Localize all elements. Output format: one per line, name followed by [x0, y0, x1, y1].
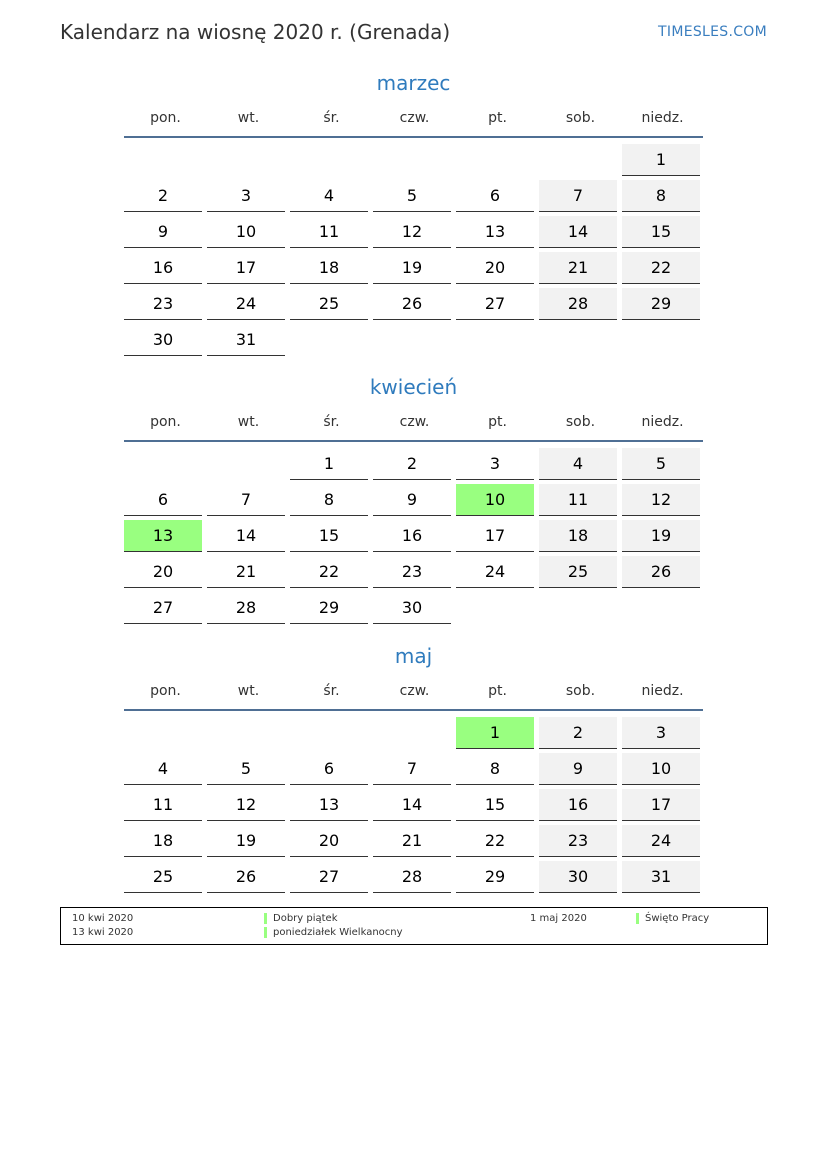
week-row — [124, 825, 703, 861]
empty-cell — [373, 324, 451, 355]
week-row — [124, 556, 703, 592]
day-cell: 5 — [622, 448, 700, 480]
day-cell: 28 — [373, 861, 451, 893]
day-cell: 14 — [373, 789, 451, 821]
day-cell: 22 — [290, 556, 368, 588]
day-cell: 21 — [373, 825, 451, 857]
day-cell: 20 — [456, 252, 534, 284]
day-cell: 2 — [124, 180, 202, 212]
legend-holiday-name: Święto Pracy — [636, 913, 709, 924]
holiday-day-cell: 1 — [456, 717, 534, 749]
day-cell: 8 — [290, 484, 368, 516]
day-cell: 17 — [456, 520, 534, 552]
day-cell: 24 — [207, 288, 285, 320]
day-cell: 6 — [290, 753, 368, 785]
empty-cell — [207, 144, 285, 175]
week-row — [124, 717, 703, 753]
weekday-label: pon. — [150, 110, 181, 126]
day-cell: 18 — [124, 825, 202, 857]
day-cell: 12 — [207, 789, 285, 821]
weekday-label: wt. — [237, 683, 260, 699]
weeks-grid — [124, 144, 703, 360]
empty-cell — [456, 324, 534, 355]
weekday-label: wt. — [237, 414, 260, 430]
day-cell: 9 — [539, 753, 617, 785]
week-row — [124, 592, 703, 628]
day-cell: 14 — [207, 520, 285, 552]
day-cell: 11 — [539, 484, 617, 516]
legend-holiday-name: Dobry piątek — [264, 913, 338, 924]
week-row — [124, 448, 703, 484]
week-row — [124, 520, 703, 556]
day-cell: 29 — [290, 592, 368, 624]
weekday-label: pon. — [150, 683, 181, 699]
day-cell: 18 — [290, 252, 368, 284]
month-title: marzec — [376, 71, 451, 95]
empty-cell — [290, 144, 368, 175]
day-cell: 12 — [622, 484, 700, 516]
day-cell: 15 — [290, 520, 368, 552]
empty-cell — [456, 592, 534, 623]
weekday-label: czw. — [399, 110, 430, 126]
day-cell: 10 — [207, 216, 285, 248]
day-cell: 24 — [456, 556, 534, 588]
holiday-day-cell: 10 — [456, 484, 534, 516]
week-row — [124, 789, 703, 825]
weekday-header — [124, 108, 703, 138]
day-cell: 5 — [207, 753, 285, 785]
weekday-label: pon. — [150, 414, 181, 430]
month-march — [124, 68, 703, 360]
day-cell: 21 — [539, 252, 617, 284]
week-row — [124, 180, 703, 216]
weekday-label: sob. — [565, 414, 596, 430]
day-cell: 22 — [622, 252, 700, 284]
day-cell: 11 — [290, 216, 368, 248]
day-cell: 4 — [290, 180, 368, 212]
day-cell: 31 — [207, 324, 285, 356]
holiday-day-cell: 13 — [124, 520, 202, 552]
week-row — [124, 288, 703, 324]
weekday-label: niedz. — [641, 110, 684, 126]
month-april — [124, 372, 703, 628]
day-cell: 16 — [539, 789, 617, 821]
page-title: Kalendarz na wiosnę 2020 r. (Grenada) — [60, 20, 451, 44]
month-title: kwiecień — [369, 375, 458, 399]
day-cell: 15 — [622, 216, 700, 248]
week-row — [124, 753, 703, 789]
day-cell: 9 — [124, 216, 202, 248]
week-row — [124, 252, 703, 288]
day-cell: 1 — [290, 448, 368, 480]
empty-cell — [539, 144, 617, 175]
day-cell: 5 — [373, 180, 451, 212]
weekday-label: śr. — [323, 110, 340, 126]
day-cell: 3 — [456, 448, 534, 480]
day-cell: 11 — [124, 789, 202, 821]
weeks-grid — [124, 448, 703, 628]
empty-cell — [207, 717, 285, 748]
empty-cell — [373, 717, 451, 748]
day-cell: 23 — [124, 288, 202, 320]
day-cell: 1 — [622, 144, 700, 176]
empty-cell — [207, 448, 285, 479]
day-cell: 20 — [290, 825, 368, 857]
day-cell: 8 — [622, 180, 700, 212]
weekday-label: sob. — [565, 110, 596, 126]
day-cell: 7 — [373, 753, 451, 785]
day-cell: 25 — [539, 556, 617, 588]
day-cell: 14 — [539, 216, 617, 248]
day-cell: 30 — [539, 861, 617, 893]
empty-cell — [290, 717, 368, 748]
day-cell: 4 — [124, 753, 202, 785]
day-cell: 7 — [539, 180, 617, 212]
weekday-label: pt. — [488, 414, 507, 430]
day-cell: 26 — [207, 861, 285, 893]
day-cell: 26 — [622, 556, 700, 588]
day-cell: 19 — [622, 520, 700, 552]
day-cell: 19 — [207, 825, 285, 857]
weekday-label: śr. — [323, 683, 340, 699]
month-may — [124, 641, 703, 897]
weekday-label: niedz. — [641, 683, 684, 699]
weekday-label: niedz. — [641, 414, 684, 430]
day-cell: 17 — [622, 789, 700, 821]
day-cell: 29 — [622, 288, 700, 320]
day-cell: 19 — [373, 252, 451, 284]
weekday-header — [124, 681, 703, 711]
day-cell: 27 — [456, 288, 534, 320]
day-cell: 17 — [207, 252, 285, 284]
day-cell: 29 — [456, 861, 534, 893]
weekday-label: czw. — [399, 414, 430, 430]
day-cell: 15 — [456, 789, 534, 821]
empty-cell — [539, 592, 617, 623]
week-row — [124, 484, 703, 520]
weekday-label: pt. — [488, 110, 507, 126]
holiday-legend — [60, 907, 768, 945]
day-cell: 30 — [124, 324, 202, 356]
day-cell: 3 — [622, 717, 700, 749]
day-cell: 16 — [373, 520, 451, 552]
day-cell: 25 — [290, 288, 368, 320]
week-row — [124, 861, 703, 897]
day-cell: 2 — [373, 448, 451, 480]
day-cell: 16 — [124, 252, 202, 284]
weekday-label: wt. — [237, 110, 260, 126]
week-row — [124, 324, 703, 360]
day-cell: 13 — [456, 216, 534, 248]
day-cell: 25 — [124, 861, 202, 893]
day-cell: 3 — [207, 180, 285, 212]
week-row — [124, 144, 703, 180]
legend-date: 13 kwi 2020 — [72, 927, 134, 938]
day-cell: 26 — [373, 288, 451, 320]
empty-cell — [539, 324, 617, 355]
legend-date: 10 kwi 2020 — [72, 913, 134, 924]
day-cell: 23 — [539, 825, 617, 857]
weekday-header — [124, 412, 703, 442]
legend-date: 1 maj 2020 — [530, 913, 587, 924]
empty-cell — [373, 144, 451, 175]
day-cell: 22 — [456, 825, 534, 857]
day-cell: 10 — [622, 753, 700, 785]
day-cell: 2 — [539, 717, 617, 749]
day-cell: 28 — [207, 592, 285, 624]
day-cell: 31 — [622, 861, 700, 893]
empty-cell — [124, 448, 202, 479]
day-cell: 27 — [124, 592, 202, 624]
day-cell: 4 — [539, 448, 617, 480]
day-cell: 8 — [456, 753, 534, 785]
day-cell: 6 — [456, 180, 534, 212]
day-cell: 24 — [622, 825, 700, 857]
month-title: maj — [394, 644, 433, 668]
day-cell: 7 — [207, 484, 285, 516]
empty-cell — [622, 324, 700, 355]
empty-cell — [124, 144, 202, 175]
day-cell: 28 — [539, 288, 617, 320]
weekday-label: śr. — [323, 414, 340, 430]
day-cell: 20 — [124, 556, 202, 588]
weekday-label: czw. — [399, 683, 430, 699]
day-cell: 18 — [539, 520, 617, 552]
weekday-label: sob. — [565, 683, 596, 699]
day-cell: 9 — [373, 484, 451, 516]
empty-cell — [622, 592, 700, 623]
day-cell: 12 — [373, 216, 451, 248]
weekday-label: pt. — [488, 683, 507, 699]
legend-holiday-name: poniedziałek Wielkanocny — [264, 927, 403, 938]
empty-cell — [456, 144, 534, 175]
empty-cell — [290, 324, 368, 355]
week-row — [124, 216, 703, 252]
weeks-grid — [124, 717, 703, 897]
day-cell: 23 — [373, 556, 451, 588]
day-cell: 13 — [290, 789, 368, 821]
empty-cell — [124, 717, 202, 748]
day-cell: 27 — [290, 861, 368, 893]
day-cell: 30 — [373, 592, 451, 624]
day-cell: 6 — [124, 484, 202, 516]
day-cell: 21 — [207, 556, 285, 588]
site-link[interactable]: TIMESLES.COM — [658, 24, 767, 40]
